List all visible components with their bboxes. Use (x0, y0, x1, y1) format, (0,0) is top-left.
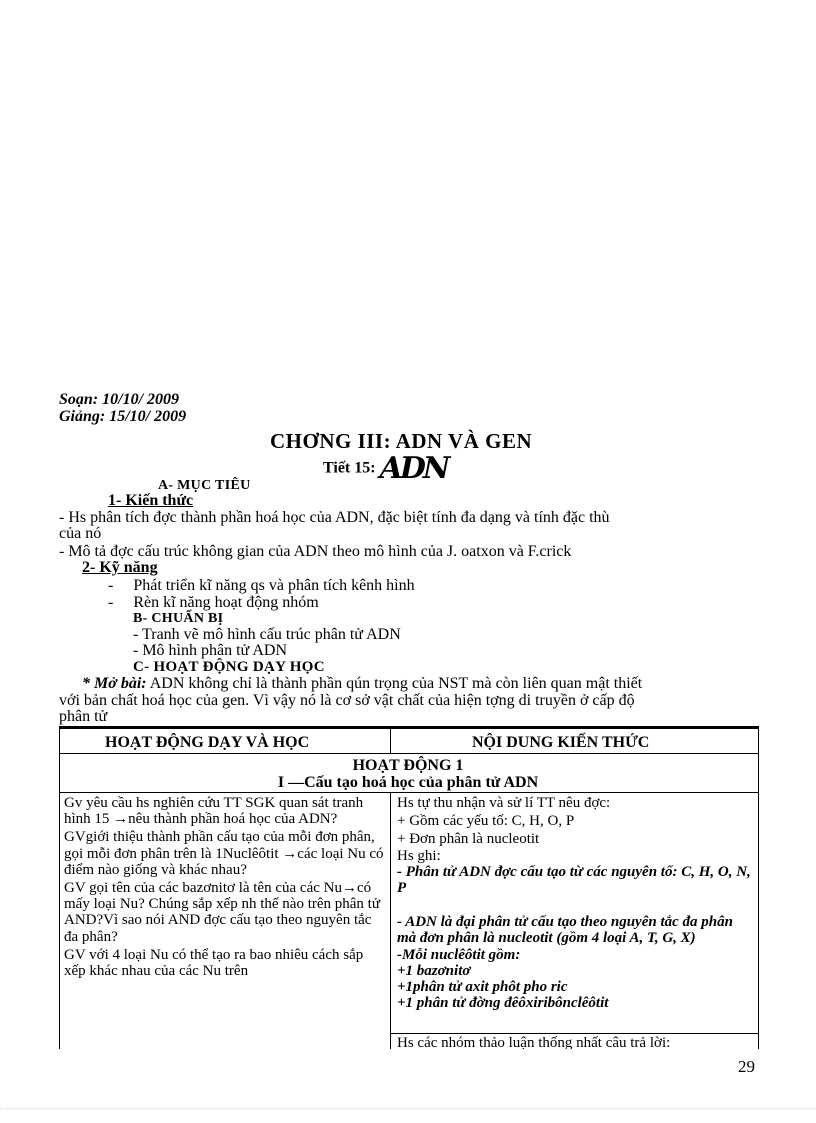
intro-line-1 (82, 675, 642, 692)
intro-line-2: với bản chất hoá học của gen. Vì vậy nó là cơ sở vật chất của hiện tợng di truyền ở cấp độ (59, 692, 635, 709)
knowledge-line-2: - Mô tả đợc cấu trúc không gian của ADN theo mô hình của J. oatxon và F.crick (59, 543, 572, 560)
content-line: +1 phân tử đờng đêôxiribônclêôtit (397, 995, 609, 1012)
skill-item-1: - Phát triển kĩ năng qs và phân tích kênh hình (108, 577, 415, 594)
content-line: + Đơn phân là nucleotit (397, 831, 540, 848)
teacher-activity: GVgiới thiệu thành phần cấu tạo của mỗi đơn phân, gọi mỗi đơn phân trên là 1Nuclêôtit →các loại Nu có điểm nào giống và khác nhau? (64, 829, 384, 878)
skill-item-2-text: Rèn kĩ năng hoạt động nhóm (133, 594, 319, 611)
section-c-heading: C- HOẠT ĐỘNG DẠY HỌC (133, 659, 325, 675)
content-line: -Mỗi nuclêôtit gồm: (397, 946, 521, 963)
body-divider (390, 792, 391, 1049)
section-a-sub2: 2- Kỹ năng (82, 559, 158, 576)
page-number: 29 (738, 1057, 755, 1076)
teacher-activity: GV gọi tên của các bazơnitơ là tên của các Nu→có mấy loại Nu? Chúng sắp xếp nh thế nào trên phân tử AND?Vì sao nói AND đợc cấu tạo theo nguyên tắc đa phân? (64, 880, 380, 945)
content-line: - Phân tử ADN đợc cấu tạo từ các nguyên tố: C, H, O, N, P (397, 863, 751, 897)
page-bottom-rule (0, 1108, 816, 1109)
intro-line-3: phân tử (59, 708, 108, 725)
knowledge-line-1a: - Hs phân tích đợc thành phần hoá học của ADN, đặc biệt tính đa dạng và tính đặc thù (59, 509, 610, 526)
content-line: Hs ghi: (397, 847, 441, 864)
content-line: +1phân tử axit phôt pho ric (397, 979, 568, 996)
section-b-heading: B- CHUẨN BỊ (133, 611, 224, 626)
teacher-activities (64, 795, 384, 981)
header-divider (390, 729, 391, 753)
activity-subtitle: I —Cấu tạo hoá học của phân tử ADN (277, 774, 539, 791)
intro-text-1: ADN không chỉ là thành phần qún trọng của NST mà còn liên quan mật thiết (146, 675, 643, 692)
prep-item-2: - Mô hình phân tử ADN (133, 642, 287, 659)
content-line: Hs các nhóm thảo luận thống nhất câu trả lời: (397, 1035, 671, 1049)
intro-label: * Mở bài: (82, 675, 147, 692)
col-left-header: HOẠT ĐỘNG DẠY VÀ HỌC (105, 734, 310, 751)
date-giang: Giảng: 15/10/ 2009 (59, 408, 187, 425)
col-right-header: NỘI DUNG KIẾN THỨC (472, 734, 650, 751)
content-line: + Gồm các yếu tố: C, H, O, P (397, 813, 575, 830)
knowledge-content (397, 795, 752, 1011)
skill-item-1-text: Phát triển kĩ năng qs và phân tích kênh hình (133, 577, 415, 594)
last-row-rule (390, 1033, 758, 1034)
content-line: - ADN là đại phân tử cấu tạo theo nguyên tắc đa phân mà đơn phân là nucleotit (gồm 4 loại A, T, G, X) (397, 914, 733, 947)
skill-item-2: - Rèn kĩ năng hoạt động nhóm (108, 594, 319, 611)
date-soan: Soạn: 10/10/ 2009 (59, 391, 180, 408)
activity-title: HOẠT ĐỘNG 1 (352, 757, 464, 774)
prep-item-1: - Tranh vẽ mô hình cấu trúc phân tử ADN (133, 626, 401, 643)
content-line: Hs tự thu nhận và sử lí TT nêu đợc: (397, 795, 611, 811)
lesson-script-title: ADN (379, 451, 448, 486)
section-a-heading: A- MỤC TIÊU (158, 478, 251, 493)
lesson-title (323, 451, 448, 486)
activity-rule (60, 792, 758, 793)
teacher-activity: Gv yêu cầu hs nghiên cứu TT SGK quan sát tranh hình 15 →nêu thành phần hoá học của ADN? (64, 795, 364, 828)
teacher-activity: GV với 4 loại Nu có thể tạo ra bao nhiêu cách sắp xếp khác nhau của các Nu trên (64, 946, 364, 980)
content-table (59, 726, 759, 1049)
section-a-sub1: 1- Kiến thức (108, 492, 194, 509)
knowledge-line-1b: của nó (59, 525, 102, 542)
content-line: +1 bazơnitơ (397, 962, 471, 979)
chapter-title: CHƠNG III: ADN VÀ GEN (270, 429, 533, 453)
lesson-prefix: Tiết 15: (323, 459, 376, 477)
header-rule (60, 753, 758, 754)
